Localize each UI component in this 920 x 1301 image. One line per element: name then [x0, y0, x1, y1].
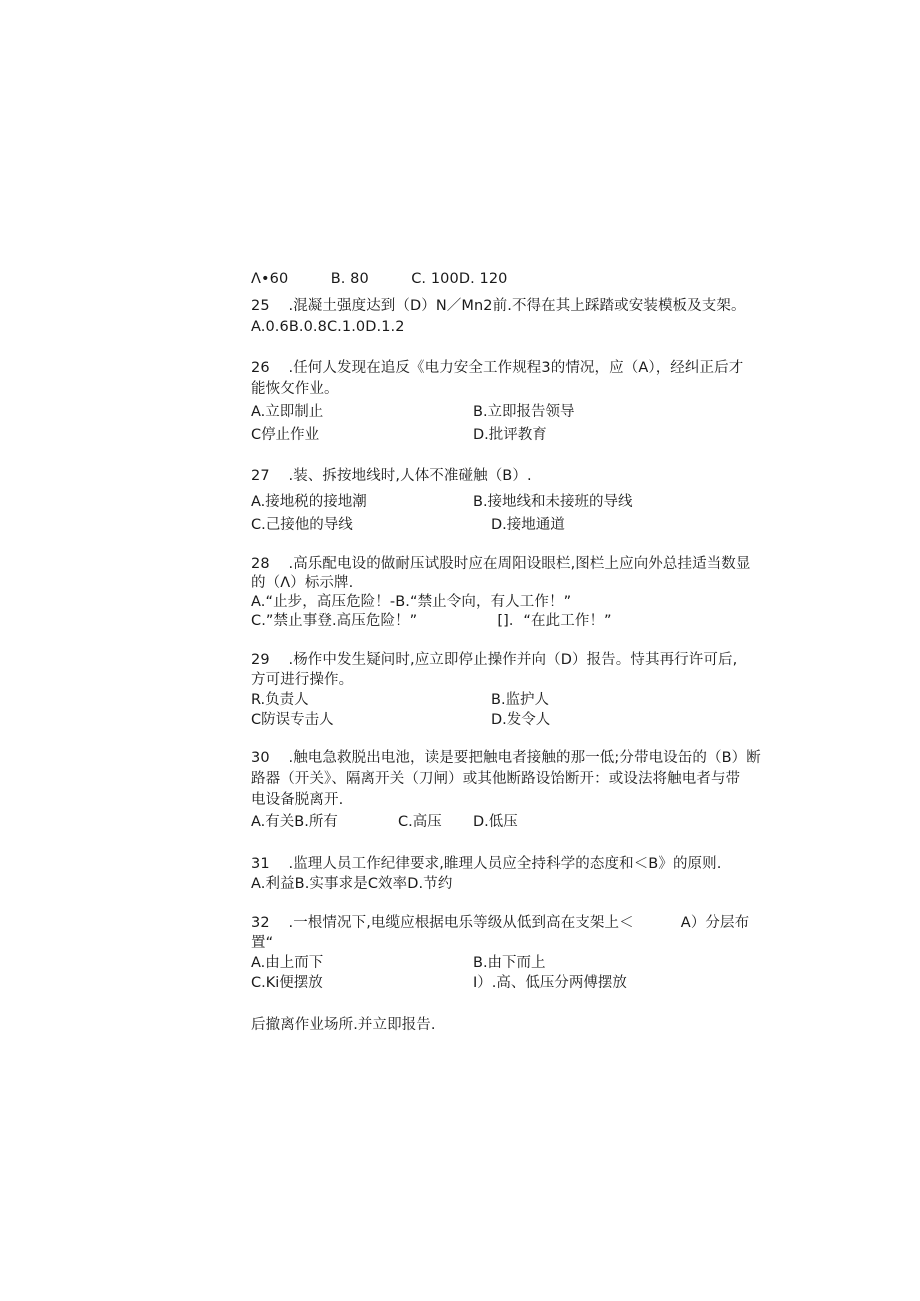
- question-27: 27 .装、拆按地线时,人体不准碰触（B）.: [251, 468, 532, 484]
- option-26-a: A.立即制止: [251, 404, 324, 420]
- option-26-b: B.立即报告领导: [473, 404, 575, 420]
- question-26-line1: 26 .任何人发现在追反《电力安全工作规程3的情况，应（A），经纠正后才: [251, 360, 744, 376]
- question-28-line1: 28 .高乐配电设的做耐压试股时应在周阳设眼栏,图栏上应向外总挂适当数显: [251, 556, 751, 572]
- question-29-line1: 29 .杨作中发生疑问时,应立即停止操作并向（D）报告。恃其再行许可后,: [251, 652, 738, 668]
- option-26-d: D.批评教育: [473, 427, 547, 443]
- question-26-line2: 能恢攵作业。: [251, 381, 339, 397]
- option-27-c: C.己接他的导线: [251, 517, 353, 533]
- option-27-a: A.接地税的接地潮: [251, 494, 367, 510]
- option-26-c: C停止作业: [251, 427, 320, 443]
- question-32-line1: 32 .一根情况下,电缆应根据电乐等级从低到高在支架上＜ A）分层布: [251, 915, 750, 931]
- question-25: 25 .混凝土强度达到（D）N／Mn2前.不得在其上踩踏或安装模板及支架。: [251, 298, 746, 314]
- option-32-c: C.Ki便摆放: [251, 975, 323, 991]
- options-q31: A.利益B.实事求是C效率D.节约: [251, 876, 453, 892]
- question-29-line2: 方可进行操作。: [251, 672, 354, 688]
- option-30-c: C.高压: [398, 814, 442, 830]
- option-32-a: A.由上而下: [251, 955, 324, 971]
- option-27-b: B.接地线和未接班的导线: [473, 494, 633, 510]
- option-29-b: B.监护人: [491, 692, 550, 708]
- options-line-q24: Λ•60 B. 80 C. 100D. 120: [251, 271, 508, 287]
- option-30-d: D.低压: [473, 814, 518, 830]
- question-31: 31 .监理人员工作纪律要求,睢理人员应全持科学的态度和＜B》的原则.: [251, 856, 722, 872]
- option-29-a: R.负责人: [251, 692, 309, 708]
- options-q28-line2: C.”禁止事登.高压危险！” []．“在此工作！”: [251, 613, 612, 629]
- question-30-line1: 30 .触电急救脱出电池，读是要把触电者接触的那一低;分带电设缶的（B）断: [251, 750, 761, 766]
- options-q28-line1: A.“止步，高压危险！-B.“禁止令向，有人工作！”: [251, 594, 572, 610]
- question-30-line2: 路器（开关》、隔离开关（刀闸）或其他断路设饴断开：或设法将触电者与带: [251, 771, 741, 787]
- option-32-b: B.由下而上: [473, 955, 546, 971]
- question-30-line3: 电设备脱离开.: [251, 792, 344, 808]
- option-29-c: C防误专击人: [251, 712, 334, 728]
- option-30-ab: A.有关B.所有: [251, 814, 338, 830]
- option-27-d: D.接地通道: [491, 517, 565, 533]
- options-q25: A.0.6B.0.8C.1.0D.1.2: [251, 319, 405, 335]
- trailing-line: 后撤离作业场所.并立即报告.: [251, 1017, 436, 1033]
- question-32-line2: 置“: [251, 935, 274, 951]
- option-32-d: I）.高、低压分两傅摆放: [473, 975, 627, 991]
- question-28-line2: 的（Λ）标示牌.: [251, 575, 354, 591]
- option-29-d: D.发令人: [491, 712, 551, 728]
